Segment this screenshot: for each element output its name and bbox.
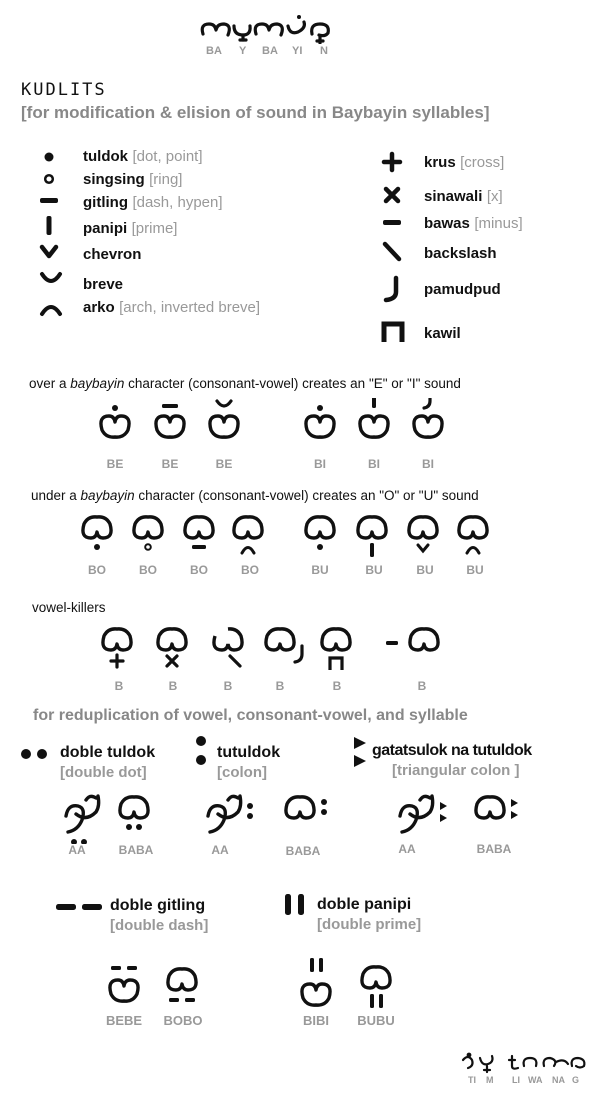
- redup-mark-name: gatatsulok na tutuldok: [372, 742, 532, 759]
- kudlit-gloss: [dash, hypen]: [132, 194, 223, 211]
- redup-mark-doble-panipi: [317, 896, 421, 933]
- title-gloss-ba: BA: [262, 45, 278, 57]
- under-examples-graphic: [0, 512, 601, 564]
- aa-glyph-colon: [208, 796, 253, 832]
- kudlit-panipi: [83, 220, 177, 238]
- x-mark-icon: [378, 183, 406, 207]
- breve-mark-icon: [36, 268, 66, 290]
- kudlit-name: sinawali: [424, 188, 483, 205]
- ring-mark-icon: [36, 170, 62, 190]
- chevron-mark-icon: [36, 242, 62, 262]
- kudlit-gloss: [cross]: [460, 154, 505, 171]
- dash-mark-icon: [36, 192, 62, 212]
- redup-label-bebe: BEBE: [105, 1013, 143, 1028]
- title-baybayin-script: [198, 10, 342, 44]
- dot-mark-icon: [36, 148, 62, 168]
- bubu-glyph: [362, 967, 390, 1008]
- redup-mark-gloss: [colon]: [217, 764, 267, 781]
- redup-label-baba: BABA: [285, 844, 321, 858]
- kudlit-name: krus: [424, 154, 456, 171]
- kudlit-gloss: [ring]: [149, 171, 183, 188]
- redup-mark-gloss: [triangular colon ]: [392, 762, 520, 779]
- under-label-bo: BO: [241, 563, 259, 577]
- kudlit-backslash: [424, 245, 497, 263]
- kudlit-kawil: [424, 325, 461, 343]
- b-glyph-backslash: [214, 629, 242, 666]
- kudlit-name: pamudpud: [424, 281, 501, 298]
- redup-label-baba: BABA: [118, 843, 154, 857]
- bibi-glyph: [302, 958, 330, 1005]
- redup-mark-doble-tuldok: [60, 744, 155, 781]
- redup-mark-gloss: [double prime]: [317, 916, 422, 933]
- redup-mark-gloss: [double dot]: [60, 764, 147, 781]
- bo-glyph-dot: [83, 517, 111, 550]
- vowel-killer-graphic: [0, 624, 601, 676]
- kudlit-sinawali: [424, 188, 503, 206]
- redup-label-aa: AA: [211, 843, 229, 857]
- redup-label-bubu: BUBU: [357, 1013, 395, 1028]
- kudlit-gloss: [arch, inverted breve]: [119, 299, 261, 316]
- kudlit-name: panipi: [83, 220, 128, 237]
- aa-glyph-triangular: [400, 796, 447, 832]
- bu-glyph-prime: [358, 517, 386, 557]
- minus-mark-icon: [378, 212, 406, 232]
- colon-icon: [192, 734, 210, 768]
- redup-label-aa: AA: [68, 843, 86, 857]
- over-label-bi: BI: [422, 457, 434, 471]
- footer-gloss-m: M: [486, 1075, 494, 1085]
- footer-gloss-ti: TI: [468, 1075, 476, 1085]
- under-section-title: [31, 488, 479, 503]
- double-dash-icon: [54, 900, 104, 914]
- redup-mark-name: doble gitling: [110, 897, 206, 914]
- bebe-glyph: [110, 966, 138, 1001]
- page-subtitle: [for modification & elision of sound in Baybayin syllables]: [21, 103, 490, 122]
- over-examples-graphic: [0, 398, 601, 454]
- kudlit-name: bawas: [424, 215, 470, 232]
- over-label-be: BE: [106, 457, 124, 471]
- under-pre: under a: [31, 488, 81, 503]
- redup-mark-gloss: [double dash]: [110, 917, 209, 934]
- redup-mark-name: tutuldok: [217, 744, 281, 761]
- bo-glyph-dash: [185, 517, 213, 549]
- kudlit-chevron: [83, 246, 141, 264]
- redup-label-aa: AA: [398, 842, 416, 856]
- redup-label-baba: BABA: [476, 842, 512, 856]
- under-label-bo: BO: [139, 563, 157, 577]
- killer-label-b: B: [114, 679, 124, 693]
- kudlit-name: tuldok: [83, 148, 128, 165]
- redup-mark-gatatsulok: [372, 742, 532, 779]
- kudlit-arko: [83, 299, 260, 317]
- killer-label-b: B: [332, 679, 342, 693]
- title-gloss-y: Y: [239, 45, 247, 57]
- bi-glyph-dot: [306, 405, 334, 437]
- backslash-mark-icon: [378, 238, 406, 266]
- aa-glyph-double-dot: [66, 796, 99, 844]
- double-dot-icon: [18, 746, 50, 762]
- redup-label-bibi: BIBI: [303, 1013, 329, 1028]
- baba-glyph-colon: [286, 797, 327, 818]
- under-label-bu: BU: [466, 563, 484, 577]
- be-glyph-breve: [210, 401, 238, 437]
- kudlit-gloss: [x]: [486, 188, 503, 205]
- kudlit-name: arko: [83, 299, 115, 316]
- under-emph: baybayin: [80, 488, 135, 503]
- kudlit-name: backslash: [424, 245, 497, 262]
- bobo-glyph: [168, 969, 196, 1002]
- signature-baybayin: [460, 1052, 590, 1074]
- pamudpud-mark-icon: [378, 274, 406, 304]
- over-label-be: BE: [215, 457, 233, 471]
- killer-label-b: B: [417, 679, 427, 693]
- under-label-bo: BO: [190, 563, 208, 577]
- vowel-killers-title: vowel-killers: [32, 600, 106, 615]
- kudlit-breve: [83, 276, 123, 294]
- title-gloss-ba: BA: [206, 45, 222, 57]
- redup-label-bobo: BOBO: [163, 1013, 203, 1028]
- under-label-bo: BO: [88, 563, 106, 577]
- under-label-bu: BU: [365, 563, 383, 577]
- section-title: KUDLITS: [21, 80, 107, 100]
- b-glyph-minus: [386, 629, 438, 650]
- kudlit-pamudpud: [424, 281, 501, 299]
- footer-gloss-na: NA: [552, 1075, 565, 1085]
- kudlit-gitling: [83, 194, 223, 212]
- redup-examples-graphic-2: [0, 958, 601, 1014]
- prime-mark-icon: [36, 214, 62, 238]
- b-glyph-cross: [103, 629, 131, 667]
- redup-mark-doble-gitling: [110, 897, 208, 934]
- bu-glyph-dot: [306, 517, 334, 550]
- reduplication-title: for reduplication of vowel, consonant-vowel, and syllable: [33, 707, 468, 724]
- kudlit-krus: [424, 154, 504, 172]
- be-glyph-dash: [156, 404, 184, 437]
- b-glyph-pamudpud: [266, 629, 302, 662]
- over-label-be: BE: [161, 457, 179, 471]
- be-glyph-dot: [101, 405, 129, 437]
- redup-mark-name: doble panipi: [317, 896, 412, 913]
- double-prime-icon: [282, 892, 308, 918]
- footer-gloss-li: LI: [512, 1075, 520, 1085]
- cross-mark-icon: [378, 150, 406, 174]
- kudlit-gloss: [prime]: [131, 220, 178, 237]
- kudlit-name: singsing: [83, 171, 145, 188]
- under-label-bu: BU: [416, 563, 434, 577]
- kudlit-name: chevron: [83, 246, 142, 263]
- over-label-bi: BI: [368, 457, 380, 471]
- over-post: character (consonant-vowel) creates an "E" or "I" sound: [124, 376, 461, 391]
- title-gloss-n: N: [320, 45, 328, 57]
- b-glyph-x: [158, 629, 186, 666]
- baba-glyph-double-dot: [120, 797, 148, 830]
- kawil-mark-icon: [378, 318, 408, 346]
- redup-examples-graphic-1: [0, 788, 601, 844]
- kudlit-gloss: [minus]: [474, 215, 523, 232]
- kudlit-tuldok: [83, 148, 203, 166]
- killer-label-b: B: [168, 679, 178, 693]
- redup-mark-name: doble tuldok: [60, 744, 156, 761]
- killer-label-b: B: [223, 679, 233, 693]
- bu-glyph-chevron: [409, 517, 437, 551]
- over-emph: baybayin: [70, 376, 125, 391]
- over-section-title: [29, 376, 461, 391]
- bo-glyph-ring: [134, 517, 162, 550]
- under-label-bu: BU: [311, 563, 329, 577]
- bo-glyph-arch: [234, 517, 262, 553]
- bu-glyph-arch: [459, 517, 487, 553]
- kudlit-name: gitling: [83, 194, 128, 211]
- b-glyph-kawil: [322, 629, 350, 670]
- kudlit-gloss: [dot, point]: [132, 148, 203, 165]
- kudlit-name: breve: [83, 276, 124, 293]
- under-post: character (consonant-vowel) creates an "O" or "U" sound: [134, 488, 479, 503]
- over-pre: over a: [29, 376, 71, 391]
- arch-mark-icon: [36, 298, 66, 320]
- footer-gloss-wa: WA: [528, 1075, 543, 1085]
- kudlit-name: kawil: [424, 325, 461, 342]
- kudlit-singsing: [83, 171, 182, 189]
- title-gloss-yi: YI: [292, 45, 303, 57]
- kudlit-bawas: [424, 215, 523, 233]
- redup-mark-tutuldok: [217, 744, 280, 781]
- over-label-bi: BI: [314, 457, 326, 471]
- bi-glyph-prime: [360, 398, 388, 437]
- triangular-colon-icon: [352, 736, 370, 770]
- footer-gloss-g: G: [572, 1075, 580, 1085]
- baba-glyph-triangular: [476, 797, 518, 819]
- killer-label-b: B: [275, 679, 285, 693]
- bi-glyph-pamudpud: [414, 398, 442, 437]
